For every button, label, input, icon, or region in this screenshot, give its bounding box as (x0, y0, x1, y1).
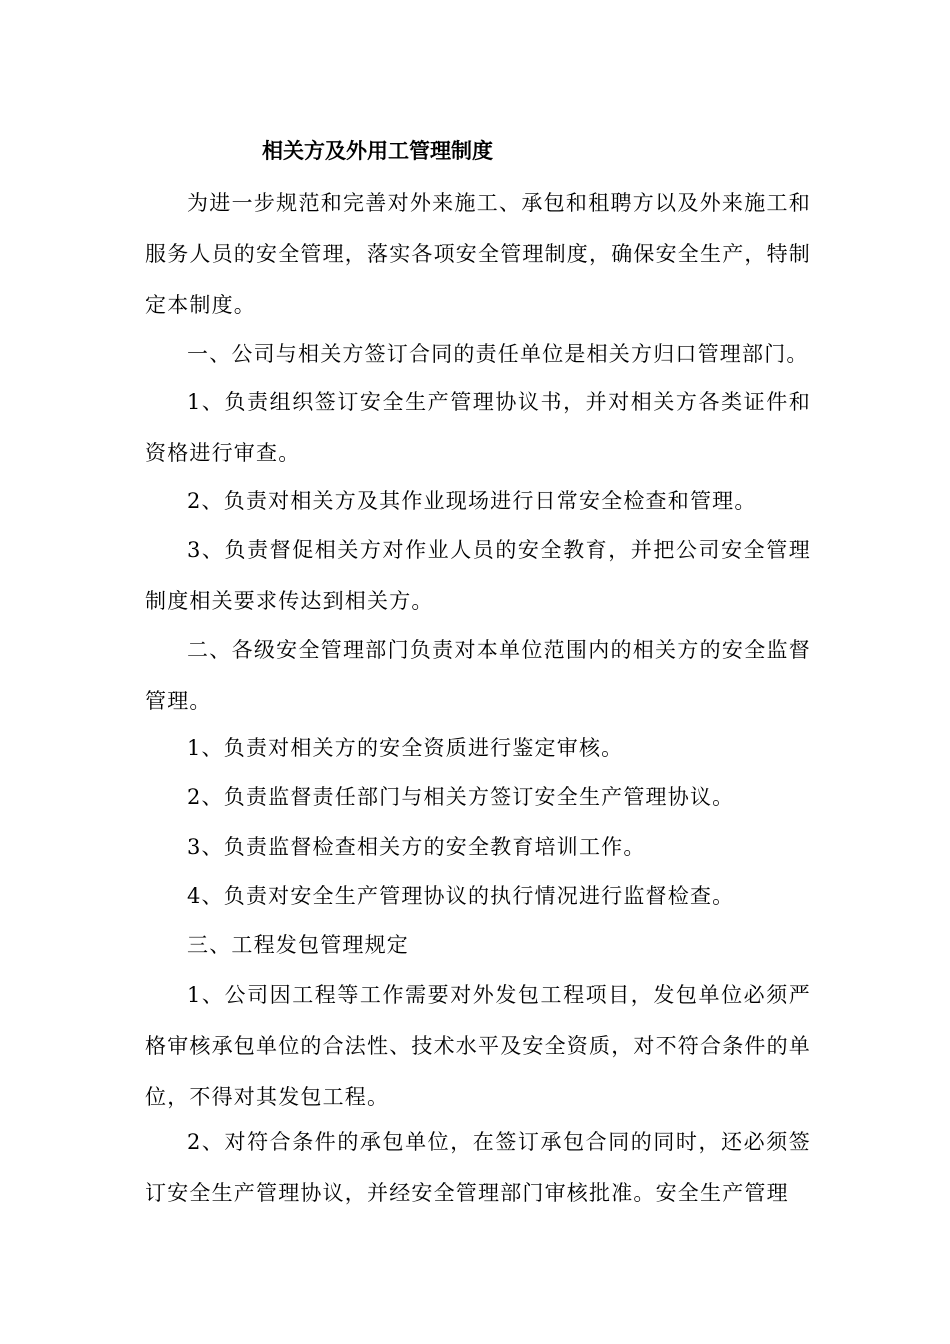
paragraph-section-1: 一、公司与相关方签订合同的责任单位是相关方归口管理部门。 (187, 342, 809, 366)
paragraph-2-3: 3、负责监督检查相关方的安全教育培训工作。 (187, 835, 646, 859)
paragraph-section-2: 二、各级安全管理部门负责对本单位范围内的相关方的安全监督管理。 (145, 638, 811, 713)
document-title: 相关方及外用工管理制度 (262, 139, 493, 163)
paragraph-section-3: 三、工程发包管理规定 (187, 933, 409, 957)
paragraph-2-1: 1、负责对相关方的安全资质进行鉴定审核。 (187, 736, 624, 760)
paragraph-1-1: 1、负责组织签订安全生产管理协议书，并对相关方各类证件和资格进行审查。 (145, 390, 811, 465)
paragraph-intro: 为进一步规范和完善对外来施工、承包和租聘方以及外来施工和服务人员的安全管理，落实各项安全管理制度，确保安全生产，特制定本制度。 (145, 191, 811, 317)
paragraph-1-2: 2、负责对相关方及其作业现场进行日常安全检查和管理。 (187, 489, 757, 513)
paragraph-3-2: 2、对符合条件的承包单位，在签订承包合同的同时，还必须签订安全生产管理协议，并经安全管理部门审核批准。安全生产管理 (145, 1130, 811, 1205)
paragraph-1-3: 3、负责督促相关方对作业人员的安全教育，并把公司安全管理制度相关要求传达到相关方。 (145, 538, 811, 613)
paragraph-2-2: 2、负责监督责任部门与相关方签订安全生产管理协议。 (187, 785, 735, 809)
paragraph-3-1: 1、公司因工程等工作需要对外发包工程项目，发包单位必须严格审核承包单位的合法性、技术水平及安全资质，对不符合条件的单位，不得对其发包工程。 (145, 983, 811, 1109)
paragraph-2-4: 4、负责对安全生产管理协议的执行情况进行监督检查。 (187, 884, 735, 908)
